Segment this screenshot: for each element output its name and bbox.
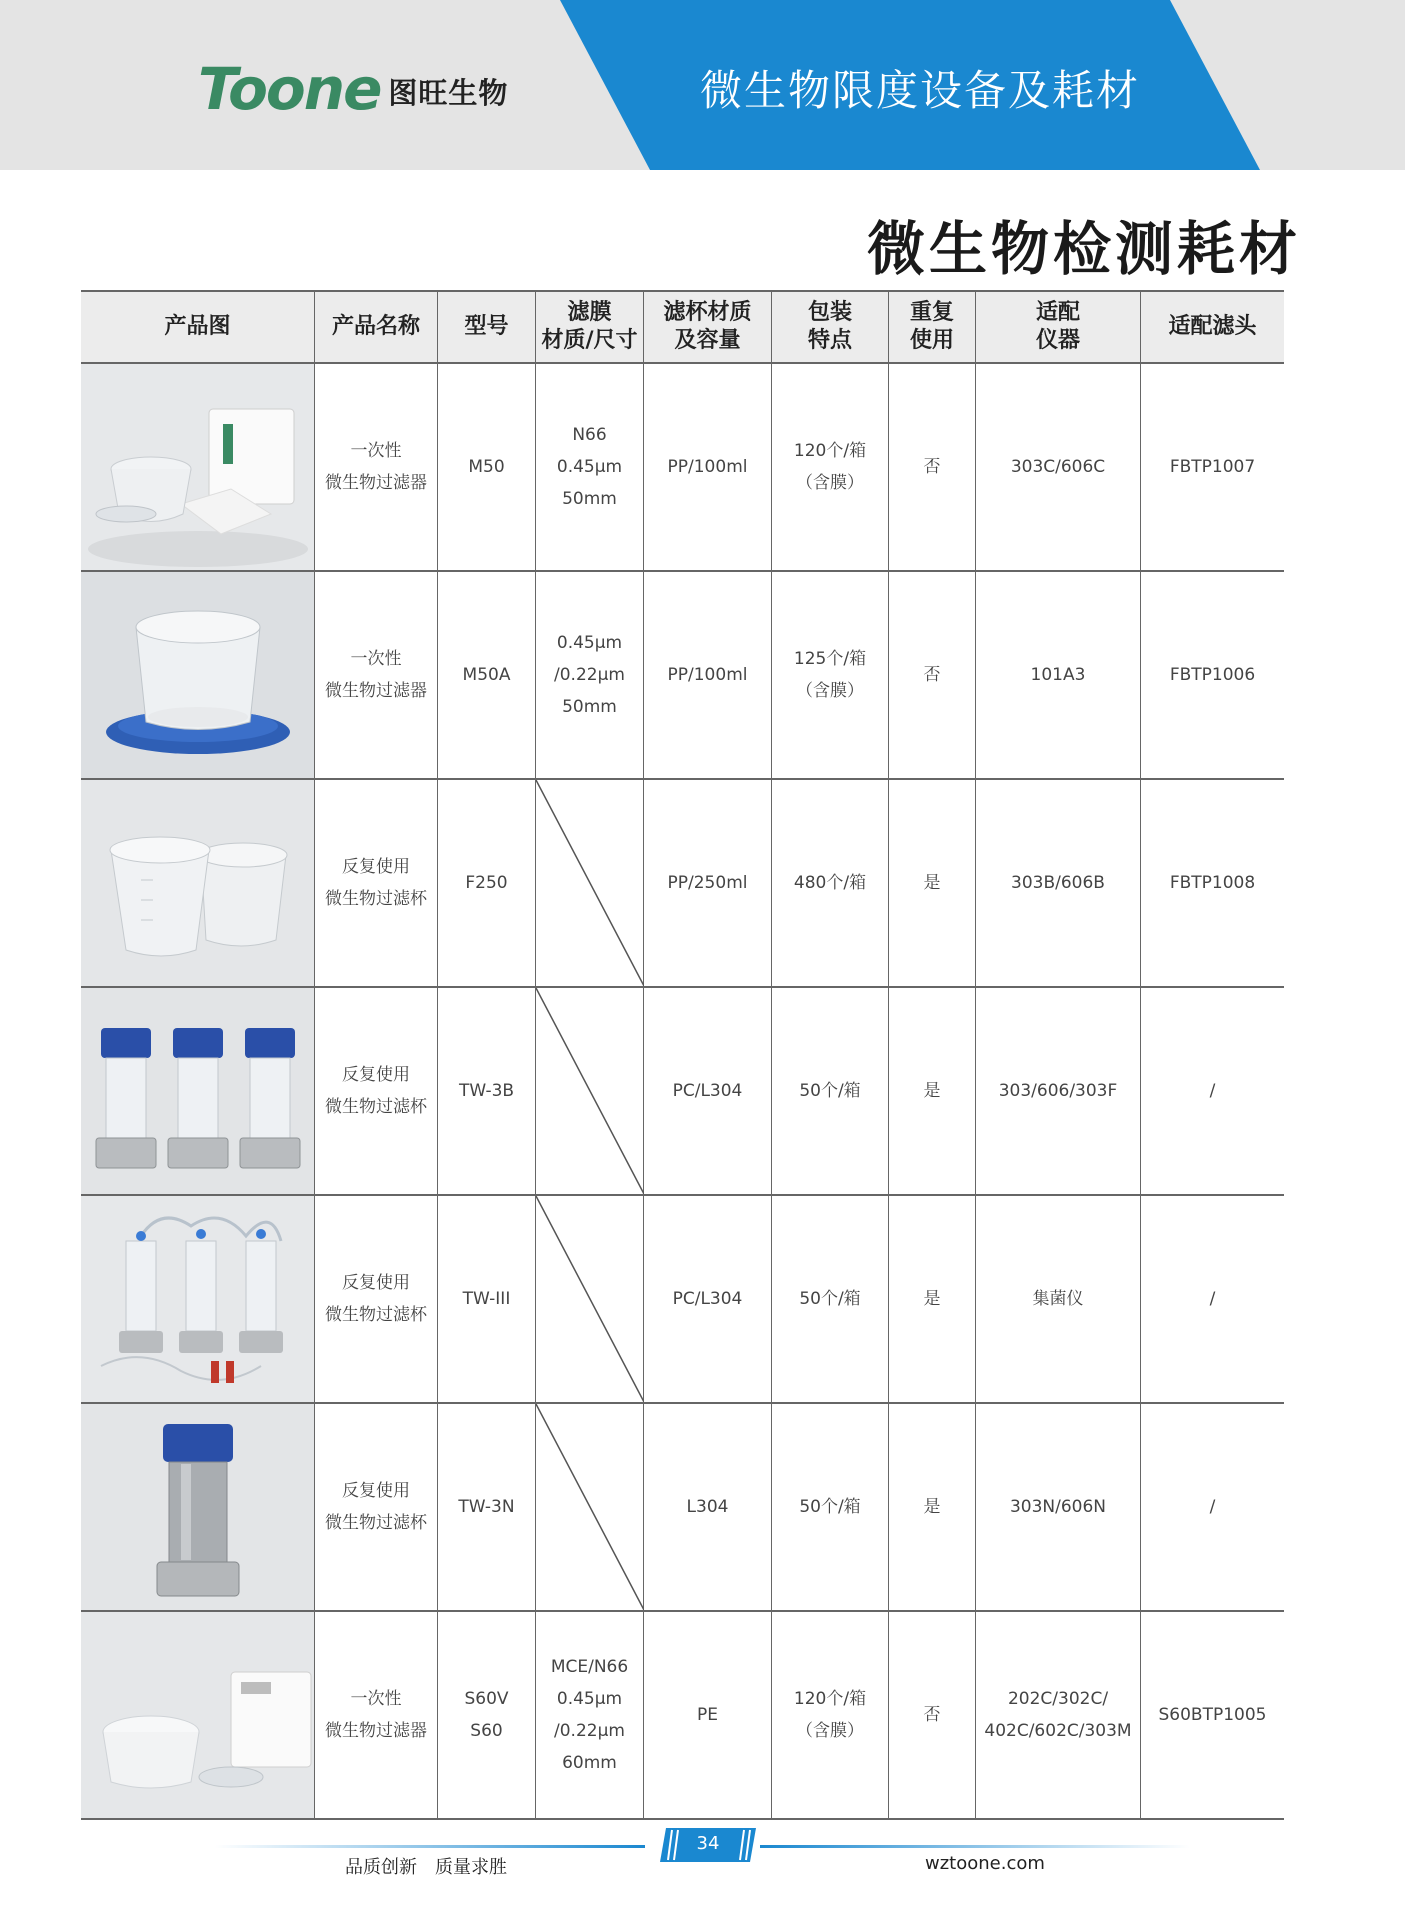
table-row <box>81 780 1284 988</box>
brand-logo <box>198 55 509 123</box>
cell-package: 480个/箱 <box>772 780 889 986</box>
cell-reuse: 是 <box>889 1196 976 1402</box>
filter-cup-image <box>81 1404 315 1610</box>
not-applicable-slash <box>536 780 644 986</box>
cell-name: 一次性 微生物过滤器 <box>315 1612 438 1818</box>
not-applicable-slash <box>536 1196 644 1402</box>
header-reuse: 重复 使用 <box>889 292 976 362</box>
cell-reuse: 否 <box>889 364 976 570</box>
cell-filter-head: / <box>1209 1081 1216 1101</box>
table-row <box>81 988 1284 1196</box>
cell-cup: PC/L304 <box>644 1196 772 1402</box>
header-product-image: 产品图 <box>81 292 315 362</box>
cell-package: 120个/箱 （含膜） <box>772 1612 889 1818</box>
cell-reuse: 否 <box>889 1612 976 1818</box>
header-cup-material: 滤杯材质 及容量 <box>644 292 772 362</box>
header-instrument: 适配 仪器 <box>976 292 1141 362</box>
header-filter-head: 适配滤头 <box>1168 314 1257 339</box>
not-applicable-slash <box>536 988 644 1194</box>
page-title: 微生物检测耗材 <box>866 215 1301 283</box>
product-photo-tw3n <box>81 1404 315 1610</box>
product-photo-tw3 <box>81 1196 315 1402</box>
footer-website[interactable]: wztoone.com <box>925 1853 1045 1874</box>
cell-model: TW-3B <box>438 988 536 1194</box>
table-row <box>81 572 1284 780</box>
cell-membrane: 0.45μm /0.22μm 50mm <box>536 572 644 778</box>
cell-model: TW-III <box>438 1196 536 1402</box>
banner-title: 微生物限度设备及耗材 <box>699 66 1140 115</box>
cell-package: 50个/箱 <box>772 1404 889 1610</box>
cell-package: 125个/箱 （含膜） <box>772 572 889 778</box>
table-row <box>81 1612 1284 1820</box>
cell-model: M50 <box>438 364 536 570</box>
cell-name: 反复使用 微生物过滤杯 <box>315 1196 438 1402</box>
cell-model: TW-3N <box>438 1404 536 1610</box>
cell-cup: PE <box>644 1612 772 1818</box>
product-table <box>81 290 1284 1820</box>
cell-membrane: N66 0.45μm 50mm <box>536 364 644 570</box>
cell-cup: L304 <box>644 1404 772 1610</box>
cell-instrument: 202C/302C/ 402C/602C/303M <box>976 1612 1141 1818</box>
cell-model: S60V S60 <box>438 1612 536 1818</box>
filter-cup-image <box>81 988 315 1194</box>
header-product-name: 产品名称 <box>315 292 438 362</box>
footer-line-right <box>760 1845 1190 1848</box>
cell-filter-head: FBTP1008 <box>1169 873 1256 893</box>
cell-reuse: 是 <box>889 988 976 1194</box>
product-photo-m50a <box>81 572 315 778</box>
cell-reuse: 是 <box>889 780 976 986</box>
cell-package: 50个/箱 <box>772 988 889 1194</box>
product-photo-s60 <box>81 1612 315 1818</box>
cell-filter-head: FBTP1007 <box>1169 457 1256 477</box>
cell-instrument: 303/606/303F <box>976 988 1141 1194</box>
table-row <box>81 1196 1284 1404</box>
filter-cup-image <box>81 364 315 570</box>
cell-instrument: 集菌仪 <box>976 1196 1141 1402</box>
cell-instrument: 303C/606C <box>976 364 1141 570</box>
cell-cup: PP/100ml <box>644 364 772 570</box>
cell-cup: PP/100ml <box>644 572 772 778</box>
cell-instrument: 303B/606B <box>976 780 1141 986</box>
cell-filter-head: FBTP1006 <box>1169 665 1256 685</box>
header-membrane: 滤膜 材质/尺寸 <box>536 292 644 362</box>
product-photo-tw3b <box>81 988 315 1194</box>
cell-instrument: 101A3 <box>976 572 1141 778</box>
header-model: 型号 <box>438 292 536 362</box>
table-row <box>81 364 1284 572</box>
product-photo-m50 <box>81 364 315 570</box>
cell-name: 一次性 微生物过滤器 <box>315 364 438 570</box>
cell-filter-head: / <box>1209 1289 1216 1309</box>
page-number: 34 <box>696 1833 720 1854</box>
cell-cup: PC/L304 <box>644 988 772 1194</box>
cell-membrane: MCE/N66 0.45μm /0.22μm 60mm <box>536 1612 644 1818</box>
filter-cup-image <box>81 1612 315 1818</box>
cell-reuse: 是 <box>889 1404 976 1610</box>
cell-package: 50个/箱 <box>772 1196 889 1402</box>
cell-filter-head: / <box>1209 1497 1216 1517</box>
product-photo-f250 <box>81 780 315 986</box>
footer-line-left <box>215 1845 645 1848</box>
logo-chinese-name: 图旺生物 <box>388 76 509 110</box>
cell-reuse: 否 <box>889 572 976 778</box>
footer-slogan: 品质创新 质量求胜 <box>345 1857 507 1878</box>
cell-model: M50A <box>438 572 536 778</box>
cell-filter-head: S60BTP1005 <box>1158 1705 1267 1725</box>
cell-instrument: 303N/606N <box>976 1404 1141 1610</box>
cell-model: F250 <box>438 780 536 986</box>
cell-name: 一次性 微生物过滤器 <box>315 572 438 778</box>
table-header-row <box>81 290 1284 364</box>
cell-package: 120个/箱 （含膜） <box>772 364 889 570</box>
filter-cup-image <box>81 780 315 986</box>
cell-name: 反复使用 微生物过滤杯 <box>315 988 438 1194</box>
filter-cup-image <box>81 572 315 778</box>
table-row <box>81 1404 1284 1612</box>
cell-name: 反复使用 微生物过滤杯 <box>315 1404 438 1610</box>
logo-wordmark: Toone <box>198 55 381 123</box>
header-package: 包装 特点 <box>772 292 889 362</box>
not-applicable-slash <box>536 1404 644 1610</box>
cell-cup: PP/250ml <box>644 780 772 986</box>
cell-name: 反复使用 微生物过滤杯 <box>315 780 438 986</box>
filter-set-image <box>81 1196 315 1402</box>
